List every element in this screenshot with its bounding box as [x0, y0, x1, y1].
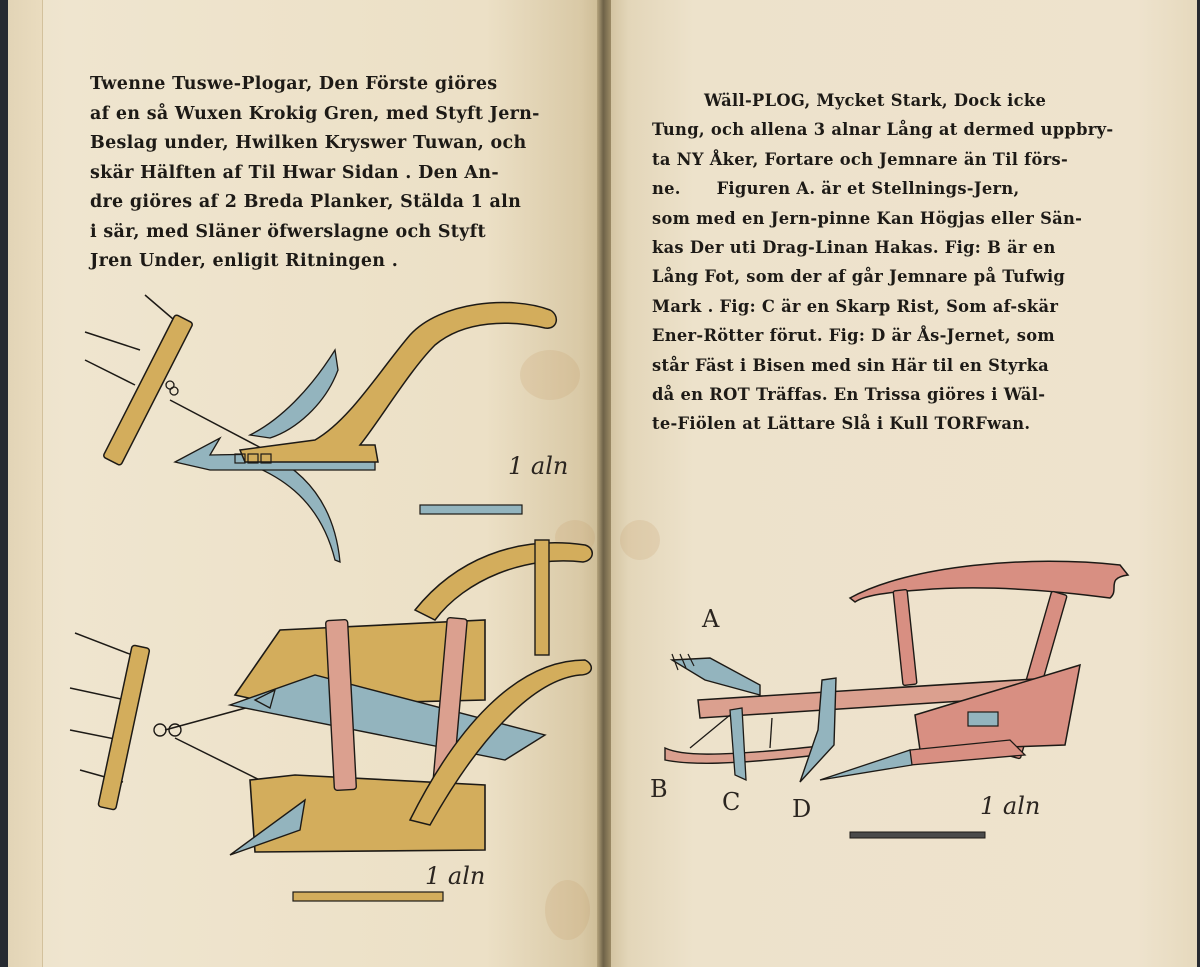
- scale-bar: [850, 832, 985, 838]
- left-paragraph: [90, 70, 540, 277]
- figure-label-a: A: [702, 605, 720, 633]
- figure-label-d: D: [792, 795, 812, 823]
- text-line: te-Fiölen at Lättare Slå i Kull TORFwan.: [652, 414, 1031, 434]
- scale-bar: [293, 892, 443, 901]
- right-paragraph: [652, 86, 1113, 439]
- coulter-c: [730, 708, 746, 780]
- draw-bar: [98, 645, 150, 810]
- text-line: Ener-Rötter förut. Fig: D är Ås-Jernet, som: [652, 326, 1055, 346]
- text-line: ne. Figuren A. är et Stellnings-Jern,: [652, 179, 1020, 199]
- text-line: kas Der uti Drag-Linan Hakas. Fig: B är en: [652, 238, 1056, 258]
- scale-label: 1 aln: [508, 452, 569, 480]
- text-line: som med en Jern-pinne Kan Högjas eller Sän-: [652, 208, 1083, 228]
- text-line: står Fäst i Bisen med sin Här til en Styrka: [652, 355, 1050, 375]
- handles: [850, 561, 1128, 602]
- figure-label-c: C: [722, 788, 741, 816]
- scale-label: 1 aln: [980, 792, 1041, 820]
- text-line: af en så Wuxen Krokig Gren, med Styft Jern-: [90, 103, 540, 124]
- text-line: Wäll-PLOG, Mycket Stark, Dock icke: [704, 91, 1047, 110]
- figure-label-b: B: [650, 775, 668, 803]
- text-line: skär Hälften af Til Hwar Sidan . Den An-: [90, 162, 499, 183]
- text-line: Tung, och allena 3 alnar Lång at dermed uppbry-: [652, 120, 1114, 140]
- text-line: då en ROT Träffas. En Trissa giöres i Wäl-: [652, 385, 1046, 405]
- setting-iron-a: [672, 658, 760, 695]
- scale-label: 1 aln: [425, 862, 486, 890]
- text-line: dre giöres af 2 Breda Planker, Stälda 1 aln: [90, 192, 522, 212]
- text-line: Twenne Tuswe-Plogar, Den Förste giöres: [90, 74, 498, 94]
- text-line: Jren Under, enligit Ritningen .: [90, 251, 399, 271]
- text-line: i sär, med Släner öfwerslagne och Styft: [90, 221, 486, 242]
- draw-bar: [103, 314, 193, 466]
- left-page-edge: [8, 0, 43, 967]
- text-line: ta NY Åker, Fortare och Jemnare än Til förs-: [652, 149, 1069, 169]
- text-line: Beslag under, Hwilken Kryswer Tuwan, och: [90, 133, 527, 153]
- text-line: Mark . Fig: C är en Skarp Rist, Som af-skär: [652, 296, 1059, 316]
- scale-bar: [420, 505, 522, 514]
- plank-plough-figure: [65, 530, 600, 910]
- text-line: Lång Fot, som der af går Jemnare på Tufwig: [652, 267, 1066, 287]
